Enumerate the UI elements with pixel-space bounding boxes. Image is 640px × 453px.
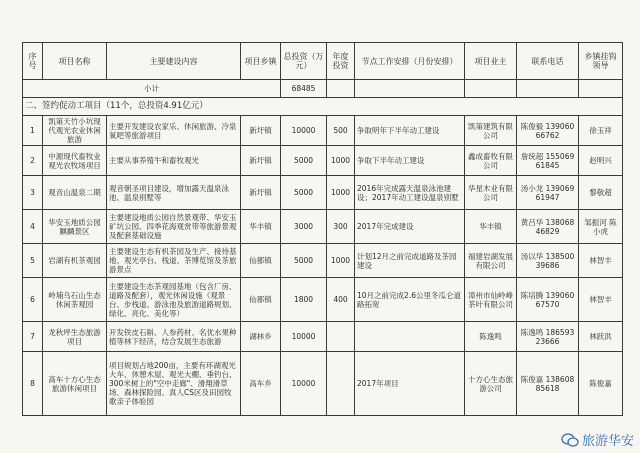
cell-leader: 陈俊嘉 <box>579 352 623 416</box>
cell-content: 主要建设地质公园自然景观带、华安玉矿坑公园、四季花海观赏带等旅游景观及配套基础设施 <box>107 210 241 244</box>
cell-owner: 华星木业有限公司 <box>465 176 517 210</box>
cell-total: 10000 <box>281 352 327 416</box>
cell-content: 主要建设生态茶观园基地（包含厂房、道路及配套），观光休闲设施（观景台、步栈道、游泳池及旅游道路规划、绿化、亮化、美化等） <box>107 278 241 322</box>
header-no: 序号 <box>23 43 43 80</box>
cell-annual: 1000 <box>327 244 355 278</box>
table-row <box>23 278 623 322</box>
table-row <box>23 322 623 352</box>
subtotal-label: 小计 <box>23 80 281 98</box>
cell-total: 10000 <box>281 322 327 352</box>
cell-no: 1 <box>23 116 43 146</box>
cell-contact: 陈培腾 13906067570 <box>517 278 579 322</box>
cell-leader: 林跃洪 <box>579 322 623 352</box>
cell-town: 新圩镇 <box>241 146 281 176</box>
cell-annual: 400 <box>327 278 355 322</box>
table-row <box>23 176 623 210</box>
cell-no: 5 <box>23 244 43 278</box>
cell-plan: 10月之前完成2.6公里冬瓜仑道路拓宽 <box>355 278 465 322</box>
cell-total: 5000 <box>281 146 327 176</box>
table-row <box>23 352 623 416</box>
cell-name: 岩湖有机茶观园 <box>43 244 107 278</box>
cell-annual <box>327 322 355 352</box>
cell-plan: 2017年项目 <box>355 352 465 416</box>
cell-leader: 邹振河 陈小虎 <box>579 210 623 244</box>
header-contact: 联系电话 <box>517 43 579 80</box>
cell-name: 中源现代畜牧业观光农牧场项目 <box>43 146 107 176</box>
cell-annual <box>327 352 355 416</box>
header-content: 主要建设内容 <box>107 43 241 80</box>
watermark <box>561 430 634 449</box>
cell-no: 4 <box>23 210 43 244</box>
cell-name: 凯第天竹小坑现代观光农业休闲旅游 <box>43 116 107 146</box>
cell-owner: 福建岩湖发展有限公司 <box>465 244 517 278</box>
cell-town: 仙都镇 <box>241 278 281 322</box>
cell-plan: 争取明年下半年动工建设 <box>355 116 465 146</box>
cell-content: 主要建设生态有机茶园及生产、接待基地、观光亭台、栈道、茶博览馆及茶旅游景点 <box>107 244 241 278</box>
cell-leader: 黎敬超 <box>579 176 623 210</box>
header-leader: 乡镇挂钩领导 <box>579 43 623 80</box>
cell-contact: 陈逸鸣 18659323666 <box>517 322 579 352</box>
cell-contact: 陈俊毅 13906066762 <box>517 116 579 146</box>
cell-total: 5000 <box>281 244 327 278</box>
cell-annual: 1000 <box>327 176 355 210</box>
cell-total: 10000 <box>281 116 327 146</box>
cell-no: 7 <box>23 322 43 352</box>
subtotal-row <box>23 80 623 98</box>
cell-owner: 陈逸鸣 <box>465 322 517 352</box>
cell-plan: 2016年完成露天温泉泳池建设；2017年动工建设温泉别墅 <box>355 176 465 210</box>
table-row <box>23 244 623 278</box>
cell-name: 龙秋坪生态旅游项目 <box>43 322 107 352</box>
cell-contact: 汤以华 13850039686 <box>517 244 579 278</box>
cell-owner: 华丰镇 <box>465 210 517 244</box>
cell-total: 5000 <box>281 176 327 210</box>
cell-content: 主要开发建设农家乐、休闲旅游、冷泉氧吧等旅游项目 <box>107 116 241 146</box>
cell-total: 1800 <box>281 278 327 322</box>
cell-name: 观音山温泉二期 <box>43 176 107 210</box>
cell-plan: 计划12月之前完成道路及茶园建设 <box>355 244 465 278</box>
header-owner: 项目业主 <box>465 43 517 80</box>
table-row <box>23 210 623 244</box>
cell-content: 主要从事养殖牛和畜牧观光 <box>107 146 241 176</box>
cell-town: 仙都镇 <box>241 244 281 278</box>
header-row <box>23 43 623 80</box>
cell-no: 8 <box>23 352 43 416</box>
cell-plan: 2017年完成建设 <box>355 210 465 244</box>
cell-plan: 争取下半年动工建设 <box>355 146 465 176</box>
cell-no: 2 <box>23 146 43 176</box>
cell-contact: 黄吕华 13806846829 <box>517 210 579 244</box>
table-row <box>23 116 623 146</box>
cell-annual: 300 <box>327 210 355 244</box>
header-name: 项目名称 <box>43 43 107 80</box>
cell-owner: 凯第建筑有限公司 <box>465 116 517 146</box>
project-table-sheet <box>22 42 622 450</box>
cell-annual: 1000 <box>327 146 355 176</box>
cell-name: 华安玉地质公园麒麟景区 <box>43 210 107 244</box>
cell-leader: 赵明兴 <box>579 146 623 176</box>
wechat-icon <box>561 433 579 447</box>
cell-contact: 詹统超 15506961845 <box>517 146 579 176</box>
cell-total: 3000 <box>281 210 327 244</box>
cell-contact: 陈俊嘉 13860885618 <box>517 352 579 416</box>
section-row <box>23 98 623 116</box>
cell-name: 高车十方心生态旅游休闲项目 <box>43 352 107 416</box>
project-table <box>22 42 623 416</box>
cell-annual: 500 <box>327 116 355 146</box>
section-title: 二、签约促动工项目（11个，总投资4.91亿元） <box>23 98 623 116</box>
cell-town: 湖林乡 <box>241 322 281 352</box>
cell-leader: 林智丰 <box>579 278 623 322</box>
cell-town: 华丰镇 <box>241 210 281 244</box>
cell-owner: 漳州市仙岭峰茶叶有限公司 <box>465 278 517 322</box>
cell-name: 岭埔乌石山生态休闲茶观园 <box>43 278 107 322</box>
header-annual: 年度投资 <box>327 43 355 80</box>
subtotal-total: 68485 <box>281 80 327 98</box>
header-town: 项目乡镇 <box>241 43 281 80</box>
cell-contact: 汤小龙 13906961947 <box>517 176 579 210</box>
cell-owner: 鑫成畜牧有限公司 <box>465 146 517 176</box>
cell-town: 新圩镇 <box>241 116 281 146</box>
cell-leader: 林智丰 <box>579 244 623 278</box>
cell-content: 开发铁皮石斛、人参药材、名优水果种植等林下经济，结合发展生态旅游 <box>107 322 241 352</box>
cell-owner: 十方心生态旅游公司 <box>465 352 517 416</box>
watermark-text: 旅游华安 <box>581 434 634 449</box>
table-row <box>23 146 623 176</box>
header-total: 总投资（万元） <box>281 43 327 80</box>
cell-leader: 徐玉祥 <box>579 116 623 146</box>
cell-town: 高车乡 <box>241 352 281 416</box>
cell-plan <box>355 322 465 352</box>
cell-no: 3 <box>23 176 43 210</box>
cell-no: 6 <box>23 278 43 322</box>
cell-content: 观音朝圣项目建设，增加露天温泉泳池、温泉别墅等 <box>107 176 241 210</box>
cell-content: 项目规划占地200亩，主要有环湖观光大车、休憩木屋、观光大棚、垂钓台、300米树上的"空中走廊"、滑翔滑草场、森林探险园、真人CS区及田园牧歌亲子体验园 <box>107 352 241 416</box>
cell-town: 新圩镇 <box>241 176 281 210</box>
header-plan: 节点工作安排（月份安排） <box>355 43 465 80</box>
